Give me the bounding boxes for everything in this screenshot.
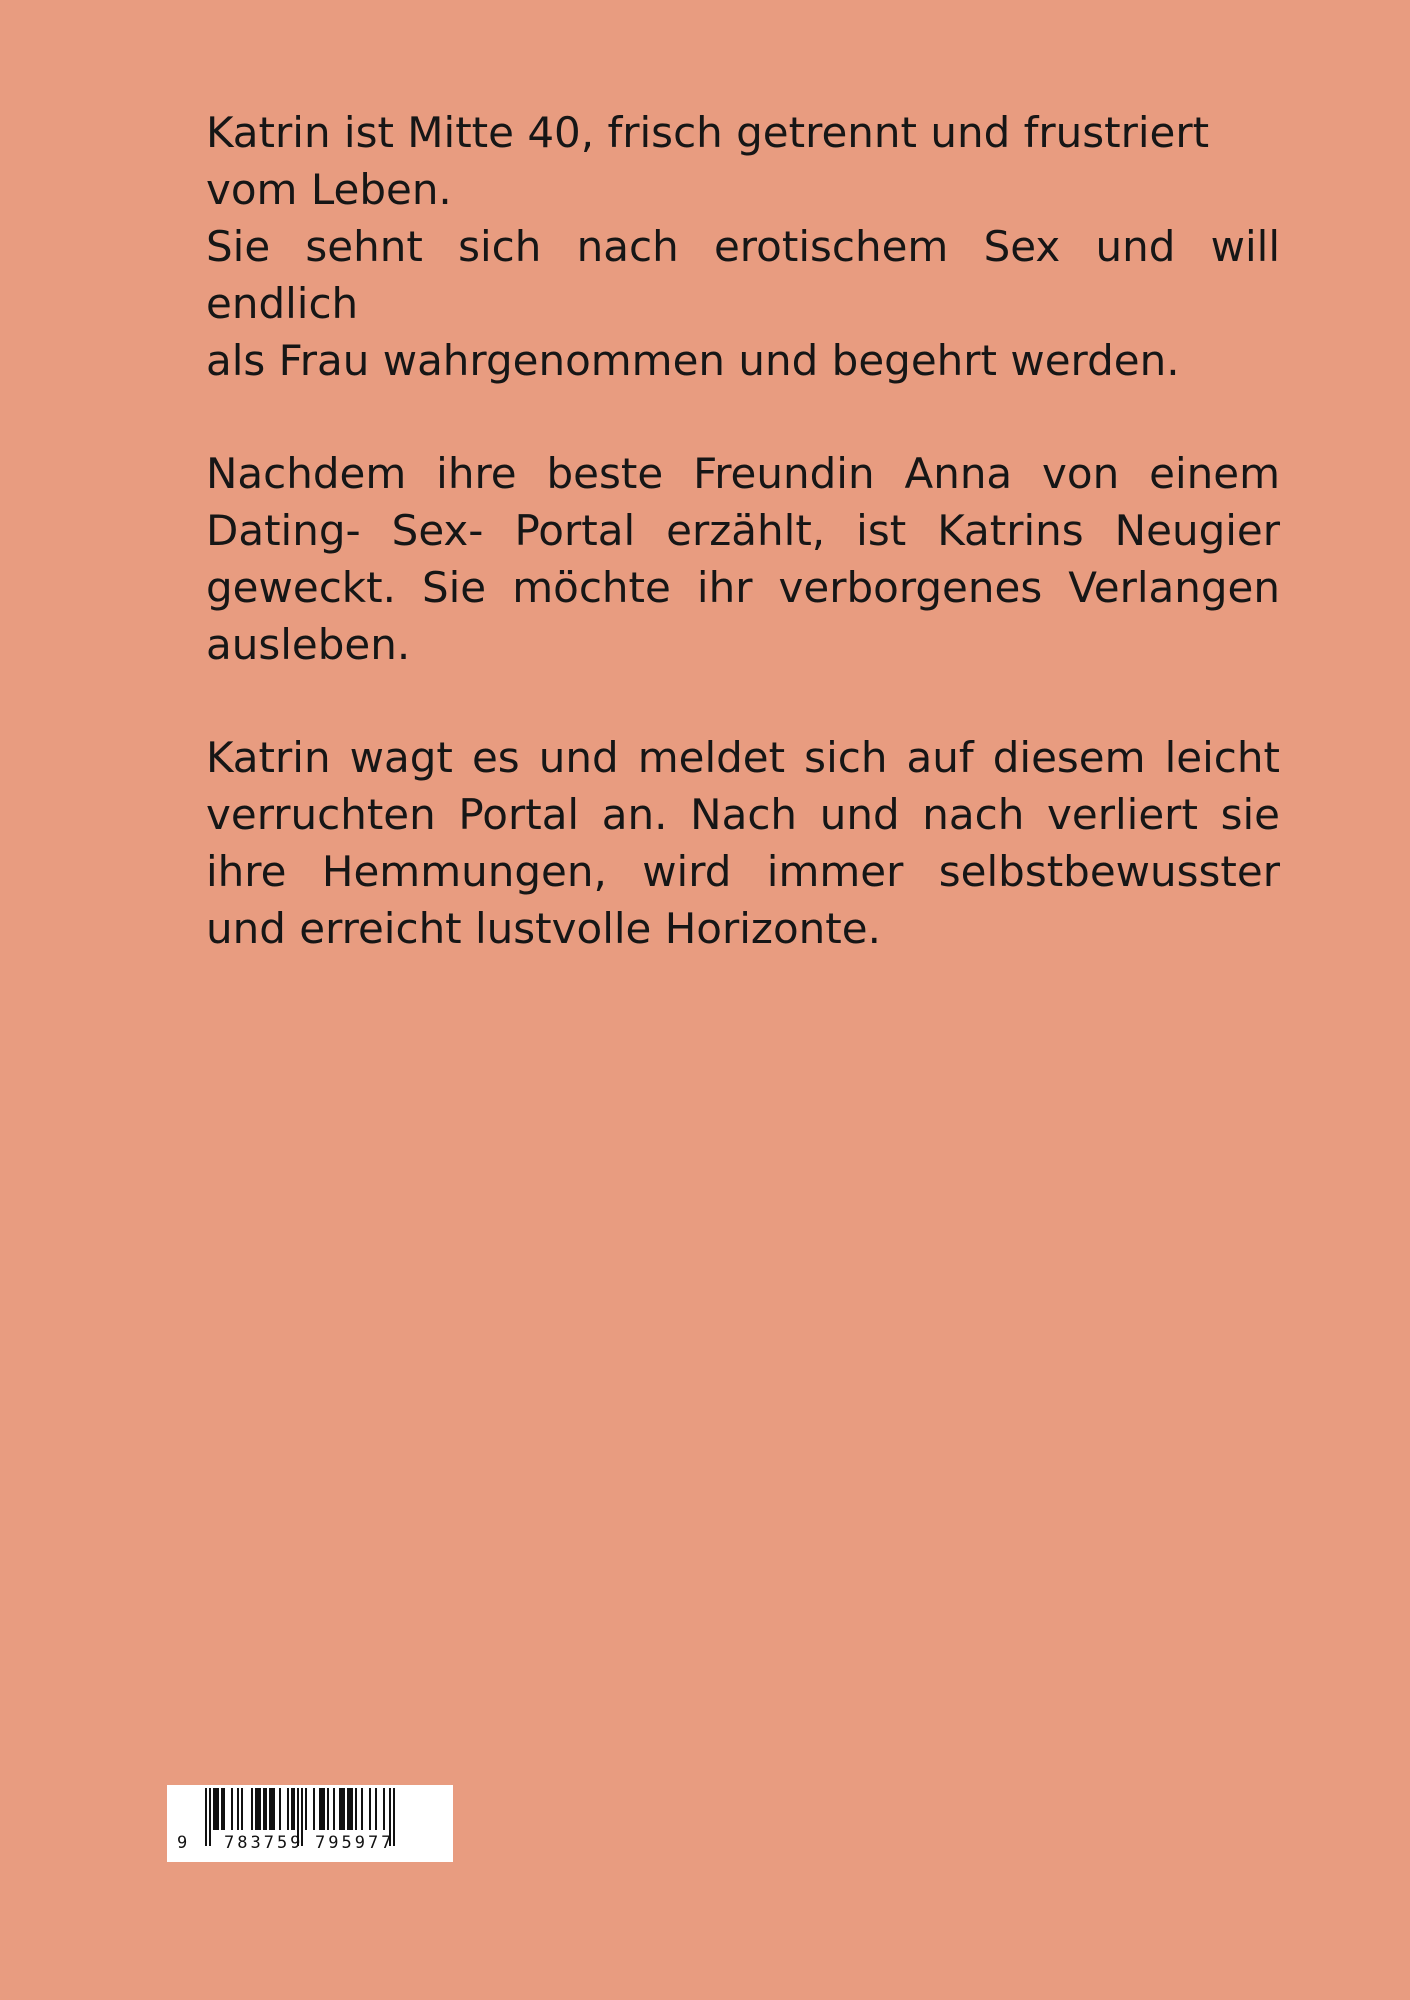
barcode-bar bbox=[291, 1788, 293, 1830]
barcode-bar bbox=[231, 1788, 233, 1830]
barcode-bar bbox=[255, 1788, 257, 1830]
barcode-bar bbox=[273, 1788, 275, 1830]
barcode-bar bbox=[205, 1788, 207, 1846]
barcode-bar bbox=[269, 1788, 271, 1830]
blurb-line: als Frau wahrgenommen und begehrt werden. bbox=[206, 336, 1180, 385]
barcode-bar bbox=[241, 1788, 243, 1830]
barcode-bar bbox=[347, 1788, 349, 1830]
barcode-bar bbox=[213, 1788, 215, 1830]
barcode-bar bbox=[293, 1788, 295, 1830]
barcode-bar bbox=[321, 1788, 323, 1830]
barcode-bar bbox=[265, 1788, 267, 1830]
barcode-bar bbox=[257, 1788, 259, 1830]
barcode-bar bbox=[263, 1788, 265, 1830]
barcode-lead-digit: 9 bbox=[177, 1833, 188, 1853]
barcode-bar bbox=[251, 1788, 253, 1830]
barcode-left-digits: 783759 bbox=[224, 1833, 304, 1853]
barcode-bar bbox=[287, 1788, 289, 1830]
barcode-bar bbox=[271, 1788, 273, 1830]
blurb-line: vom Leben. bbox=[206, 165, 452, 214]
barcode-bar bbox=[221, 1788, 223, 1830]
barcode-bar bbox=[209, 1788, 211, 1846]
barcode-bar bbox=[323, 1788, 325, 1830]
back-cover-blurb bbox=[206, 104, 1280, 1013]
blurb-paragraph-3: Katrin wagt es und meldet sich auf diesem leicht verruchten Portal an. Nach und nach verliert sie ihre Hemmungen, wird immer selbstbewusster und erreicht lustvolle Horizonte. bbox=[206, 733, 1280, 953]
barcode-bar bbox=[327, 1788, 329, 1830]
barcode-bar bbox=[259, 1788, 261, 1830]
barcode-bar bbox=[305, 1788, 307, 1830]
barcode-bar bbox=[215, 1788, 217, 1830]
barcode-bar bbox=[313, 1788, 315, 1830]
barcode-bar bbox=[339, 1788, 341, 1830]
barcode-bar bbox=[343, 1788, 345, 1830]
blurb-line: Katrin ist Mitte 40, frisch getrennt und frustriert bbox=[206, 108, 1210, 157]
barcode-bar bbox=[237, 1788, 239, 1830]
blurb-paragraph-2: Nachdem ihre beste Freundin Anna von einem Dating- Sex- Portal erzählt, ist Katrins Neugier geweckt. Sie möchte ihr verborgenes Verlangen ausleben. bbox=[206, 449, 1280, 669]
barcode-bar bbox=[349, 1788, 351, 1830]
barcode-bar bbox=[279, 1788, 281, 1830]
barcode-bar bbox=[217, 1788, 219, 1830]
barcode-bar bbox=[375, 1788, 377, 1830]
barcode-right-digits: 795977 bbox=[315, 1833, 395, 1853]
barcode-bar bbox=[383, 1788, 385, 1830]
blurb-line: Sie sehnt sich nach erotischem Sex und will endlich bbox=[206, 222, 1280, 328]
barcode-bar bbox=[361, 1788, 363, 1830]
barcode-bar bbox=[369, 1788, 371, 1830]
barcode-bar bbox=[319, 1788, 321, 1830]
barcode-bar bbox=[223, 1788, 225, 1830]
barcode-bar bbox=[351, 1788, 353, 1830]
blurb-paragraph-1 bbox=[206, 104, 1280, 389]
barcode-bar bbox=[355, 1788, 357, 1830]
barcode-bar bbox=[333, 1788, 335, 1830]
isbn-barcode bbox=[167, 1785, 453, 1862]
barcode-bar bbox=[341, 1788, 343, 1830]
